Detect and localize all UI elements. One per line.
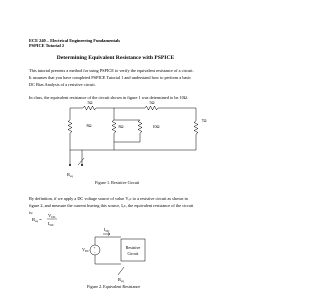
fig2-top-wire (95, 237, 121, 245)
resistive-circuit-box (121, 239, 145, 261)
svg-text:VDC: $V_{DC}$ (82, 247, 90, 254)
svg-text:VDC: $V_{DC}$ (48, 213, 56, 220)
eq-lhs: R (32, 217, 36, 222)
figure-1-caption: Figure 1. Resistive Circuit (95, 180, 140, 185)
box-line-2: Circuit (127, 251, 139, 256)
svg-text:Req=: $R_{eq}=$ (32, 217, 42, 224)
label-r-mid-horizontal: 10Ω (152, 124, 160, 129)
label-r-mid-vertical: 8Ω (118, 124, 124, 129)
box-line-1: Resistive (125, 245, 141, 250)
fig1-req-label: $R_{eq}$ (67, 172, 73, 179)
definition-line-2: figure 2, and measure the current leaving this source, Iₒc, the equivalent resistance of the circuit (29, 203, 194, 208)
source-plus: + (93, 246, 96, 250)
fig2-req-arrow (118, 267, 124, 275)
fig2-voltage-label: V (82, 247, 86, 252)
source-minus: − (94, 251, 96, 255)
eq-numerator: V (48, 213, 52, 218)
tutorial-header: PSPICE Tutorial 2 (29, 43, 65, 48)
fig2-bottom-wire (95, 255, 121, 264)
svg-text:IDC: $I_{DC}$ (104, 227, 110, 234)
svg-text:IDC: $I_{DC}$ (48, 221, 54, 228)
intro-line-3: DC Bias Analysis of a resistive circuit. (29, 82, 96, 87)
eq-denominator: I (48, 221, 50, 226)
svg-text:Req: $R_{eq}$ (118, 277, 124, 284)
label-r-left-vertical: 8Ω (86, 123, 92, 128)
course-header: ECE 240 – Electrical Engineering Fundamentals (29, 38, 121, 43)
label-r-right-vertical: 7Ω (201, 118, 207, 123)
definition-line-1: By definition, if we apply a DC voltage source of value Vₒc to a resistive circuit as shown in (29, 196, 188, 201)
class-text: In class, the equivalent resistance of the circuit shown in figure 1 was determined to be 10Ω. (29, 95, 189, 100)
figure-2-caption: Figure 2. Equivalent Resistance (87, 284, 141, 289)
label-r-top-left: 5Ω (87, 100, 93, 105)
label-r-top-right: 5Ω (149, 100, 155, 105)
intro-line-1: This tutorial presents a method for using PSPICE to verify the equivalent resistance of a circuit. (29, 68, 194, 73)
fig2-req-label: R (118, 277, 121, 282)
definition-line-3: is: (29, 210, 34, 215)
intro-line-2: It assumes that you have completed PSPICE Tutorial 1 and understand how to perform a basic (29, 75, 192, 80)
fig2-current-label: I (104, 227, 106, 232)
document-title: Determining Equivalent Resistance with PSPICE (56, 55, 175, 61)
